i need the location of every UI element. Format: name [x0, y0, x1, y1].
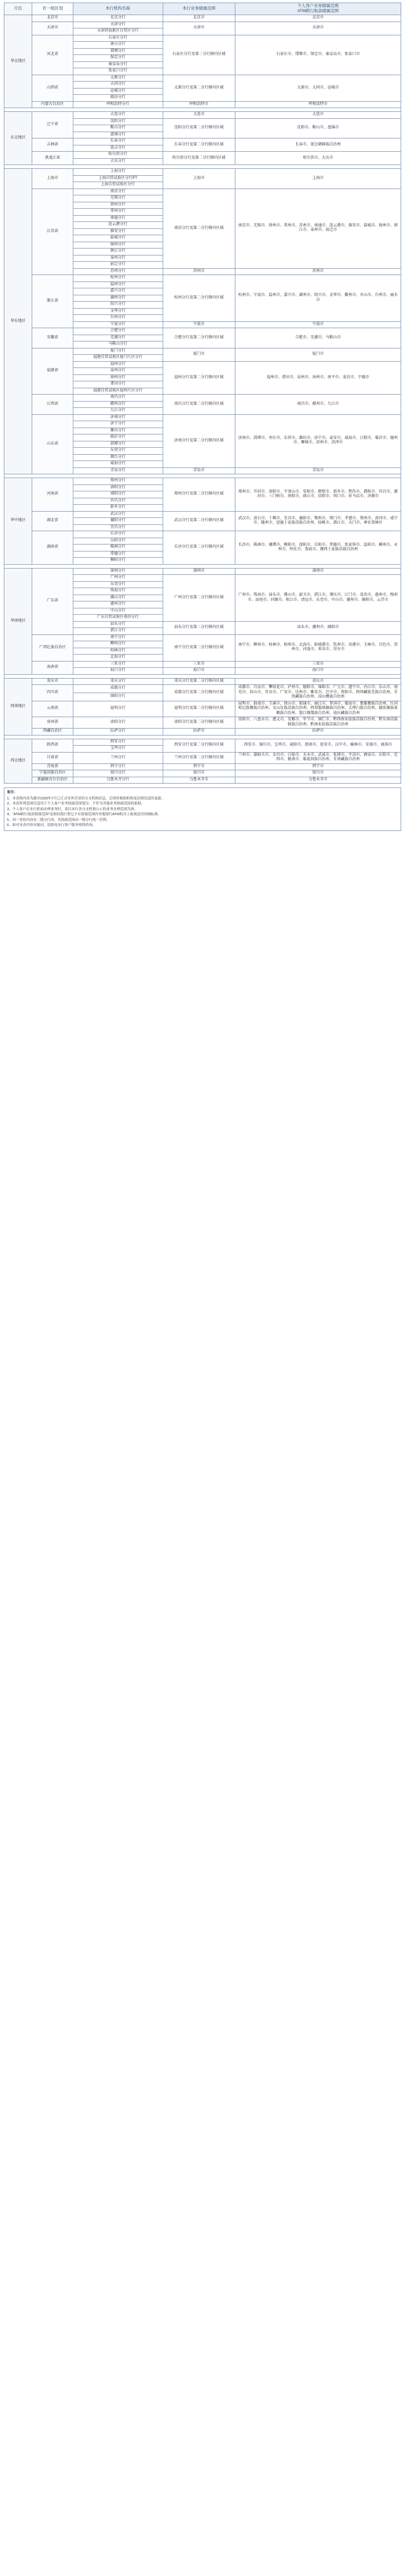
cell-branch-name: 温州分行	[73, 281, 163, 288]
cell-branch-name: 泉州分行	[73, 368, 163, 375]
cell-atm-scope: 拉萨市	[235, 729, 401, 736]
cell-atm-scope: 杭州市、宁波市、温州市、嘉兴市、湖州市、绍兴市、金华市、衢州市、舟山市、台州市、丽水市	[235, 275, 401, 322]
cell-province: 浙江省	[32, 275, 73, 328]
cell-province: 上海市	[32, 169, 73, 189]
cell-branch-name: 太原分行	[73, 75, 163, 82]
cell-province: 贵州省	[32, 717, 73, 729]
column-header-province: 省一级区划	[32, 3, 73, 15]
cell-province: 安徽省	[32, 328, 73, 348]
cell-branch-name: 岳阳分行	[73, 538, 163, 545]
cell-branch-name: 东营分行	[73, 448, 163, 455]
cell-branch-name: 柳州分行	[73, 641, 163, 648]
cell-branch-name: 拉萨分行	[73, 729, 163, 736]
cell-region: 西南地区	[4, 678, 32, 735]
cell-business-scope: 成都分行及第二分行辖内区域	[163, 685, 235, 701]
table-row	[4, 777, 401, 784]
cell-branch-name: 西安分行	[73, 739, 163, 746]
cell-branch-name: 西宁分行	[73, 763, 163, 770]
cell-business-scope: 银川市	[163, 770, 235, 777]
branch-scope-table	[4, 3, 401, 784]
cell-atm-scope: 长沙市、株洲市、湘潭市、衡阳市、邵阳市、岳阳市、常德市、张家界市、益阳市、郴州市、永州市、怀化市、娄底市、湘西土家族苗族自治州	[235, 531, 401, 565]
cell-branch-name: 漳州分行	[73, 374, 163, 381]
cell-branch-name: 天津分行	[73, 22, 163, 28]
cell-branch-name: 襄阳分行	[73, 518, 163, 525]
cell-atm-scope: 银川市	[235, 770, 401, 777]
cell-atm-scope: 长春市、延边朝鲜族自治州	[235, 139, 401, 152]
table-row	[4, 22, 401, 28]
cell-region: 华中地区	[4, 478, 32, 565]
cell-atm-scope: 大连市	[235, 112, 401, 119]
cell-business-scope: 上海市	[163, 169, 235, 189]
cell-branch-name: 长春分行	[73, 139, 163, 145]
note-line-3: 3、个人客户在本行柜面办理业务时，请以本行各分支机构公示的业务办理范围为准。	[7, 807, 138, 811]
cell-business-scope: 郑州分行及第二分行辖内区域	[163, 478, 235, 512]
cell-branch-name: 南京分行	[73, 188, 163, 195]
cell-branch-name: 无锡分行	[73, 195, 163, 202]
cell-province: 云南省	[32, 701, 73, 717]
cell-atm-scope: 厦门市	[235, 348, 401, 361]
cell-branch-name: 绵阳分行	[73, 693, 163, 701]
cell-branch-name: 徐州分行	[73, 202, 163, 209]
cell-branch-name: 济宁分行	[73, 421, 163, 428]
cell-atm-scope: 昆明市、曲靖市、玉溪市、保山市、昭通市、丽江市、普洱市、临沧市、楚雄彝族自治州、红河哈尼族彝族自治州、文山壮族苗族自治州、西双版纳傣族自治州、大理白族自治州、德宏傣族景颇族自治州、怒江傈僳族自治州、迪庆藏族自治州	[235, 701, 401, 717]
cell-branch-name: 福建自贸试验区厦门片区分行	[73, 355, 163, 362]
cell-business-scope: 兰州分行及第二分行辖内区域	[163, 752, 235, 763]
cell-atm-scope: 南昌市、赣州市、九江市	[235, 395, 401, 415]
cell-business-scope: 长沙分行及第二分行辖内区域	[163, 531, 235, 565]
cell-branch-name: 重庆分行	[73, 678, 163, 685]
cell-business-scope: 大连市	[163, 112, 235, 119]
column-header-atm-sub: ATM跨行取款辖属范围	[297, 9, 339, 14]
cell-branch-name: 乌鲁木齐分行	[73, 777, 163, 784]
table-row	[4, 348, 401, 355]
cell-atm-scope: 苏州市	[235, 268, 401, 275]
cell-branch-name: 北京分行	[73, 15, 163, 22]
column-header-branch: 本行机构名称	[73, 3, 163, 15]
cell-province: 山东省	[32, 414, 73, 474]
note-line-4: 4、"ATM跨行取款辖属范围"是指持我行借记卡在辖属范围内其他银行ATM机具上取现适用同城标准。	[7, 813, 161, 817]
table-row	[4, 634, 401, 641]
cell-branch-name: 金华分行	[73, 308, 163, 315]
cell-branch-name: 株洲分行	[73, 545, 163, 552]
column-header-atm-main: 个人客户业务辖属范围	[297, 4, 339, 8]
cell-atm-scope: 天津市	[235, 22, 401, 35]
cell-atm-scope: 石家庄市、邯郸市、保定市、秦皇岛市、张家口市	[235, 35, 401, 75]
cell-region: 华北地区	[4, 15, 32, 108]
cell-business-scope: 广州分行及第二分行辖内区域	[163, 575, 235, 622]
cell-branch-name: 兰州分行	[73, 752, 163, 763]
cell-business-scope: 哈尔滨分行及第二分行辖内区域	[163, 152, 235, 165]
cell-atm-scope: 济南市、淄博市、枣庄市、东营市、潍坊市、济宁市、泰安市、威海市、日照市、临沂市、德州市、聊城市、滨州市、菏泽市	[235, 414, 401, 467]
cell-province: 北京市	[32, 15, 73, 22]
cell-business-scope: 西宁市	[163, 763, 235, 770]
cell-business-scope: 拉萨市	[163, 729, 235, 736]
cell-branch-name: 石家庄分行	[73, 35, 163, 42]
cell-branch-name: 运城分行	[73, 88, 163, 95]
cell-province: 天津市	[32, 22, 73, 35]
cell-province: 陕西省	[32, 739, 73, 752]
cell-business-scope: 厦门市	[163, 348, 235, 361]
cell-branch-name: 秦皇岛分行	[73, 61, 163, 68]
cell-branch-name: 临沂分行	[73, 434, 163, 441]
cell-branch-name: 莆田分行	[73, 381, 163, 388]
cell-business-scope: 青岛市	[163, 467, 235, 474]
cell-province: 四川省	[32, 685, 73, 701]
cell-branch-name: 海口分行	[73, 668, 163, 675]
cell-branch-name: 广东自贸试验区南沙分行	[73, 615, 163, 622]
cell-business-scope: 汕头分行及第二分行辖内区域	[163, 621, 235, 634]
cell-business-scope: 福州分行及第二分行辖内区域	[163, 361, 235, 395]
table-row	[4, 478, 401, 485]
cell-atm-scope: 海口市	[235, 668, 401, 675]
cell-branch-name: 洛阳分行	[73, 484, 163, 491]
cell-atm-scope: 太原市、大同市、运城市	[235, 75, 401, 101]
cell-branch-name: 青岛分行	[73, 467, 163, 474]
cell-province: 湖北省	[32, 511, 73, 531]
cell-business-scope: 昆明分行及第二分行辖内区域	[163, 701, 235, 717]
cell-branch-name: 张家口分行	[73, 68, 163, 75]
table-row	[4, 188, 401, 195]
cell-branch-name: 泰州分行	[73, 255, 163, 262]
cell-branch-name: 南昌分行	[73, 395, 163, 402]
cell-branch-name: 宁波分行	[73, 321, 163, 328]
cell-branch-name: 广州分行	[73, 575, 163, 582]
cell-province: 河南省	[32, 478, 73, 512]
cell-branch-name: 马鞍山分行	[73, 342, 163, 348]
cell-branch-name: 三亚分行	[73, 661, 163, 668]
cell-business-scope: 武汉分行及第二分行辖内区域	[163, 511, 235, 531]
cell-business-scope: 三亚市	[163, 661, 235, 668]
cell-branch-name: 潍坊分行	[73, 428, 163, 434]
cell-branch-name: 连云港分行	[73, 222, 163, 229]
cell-province: 黑龙江省	[32, 152, 73, 165]
cell-business-scope: 南宁分行及第二分行辖内区域	[163, 634, 235, 661]
cell-branch-name: 东莞分行	[73, 581, 163, 588]
cell-branch-name: 烟台分行	[73, 454, 163, 461]
cell-atm-scope: 南京市、无锡市、徐州市、常州市、苏州市、南通市、连云港市、淮安市、盐城市、扬州市、镇江市、泰州市、宿迁市	[235, 188, 401, 268]
cell-branch-name: 常德分行	[73, 551, 163, 558]
cell-branch-name: 芜湖分行	[73, 335, 163, 342]
cell-province: 湖南省	[32, 531, 73, 565]
cell-branch-name: 唐山分行	[73, 42, 163, 49]
cell-branch-name: 上海自贸试验区分行FT	[73, 175, 163, 182]
cell-branch-name: 桂林分行	[73, 648, 163, 655]
table-row	[4, 112, 401, 119]
cell-province: 宁夏回族自治区	[32, 770, 73, 777]
cell-atm-scope: 青岛市	[235, 467, 401, 474]
cell-atm-scope: 上海市	[235, 169, 401, 189]
cell-branch-name: 湖州分行	[73, 295, 163, 302]
table-row	[4, 139, 401, 145]
cell-branch-name: 扬州分行	[73, 242, 163, 249]
cell-atm-scope: 福州市、莆田市、泉州市、漳州市、南平市、龙岩市、宁德市	[235, 361, 401, 395]
table-row	[4, 717, 401, 729]
cell-province: 吉林省	[32, 139, 73, 152]
cell-branch-name: 福建自贸试验区福州片区分行	[73, 388, 163, 395]
cell-business-scope: 海口市	[163, 668, 235, 675]
cell-business-scope: 西安分行及第二分行辖内区域	[163, 739, 235, 752]
cell-branch-name: 上海分行	[73, 169, 163, 176]
table-row	[4, 678, 401, 685]
cell-business-scope: 贵阳分行及第二分行辖内区域	[163, 717, 235, 729]
table-row	[4, 152, 401, 159]
table-row	[4, 414, 401, 421]
cell-province: 河北省	[32, 35, 73, 75]
cell-atm-scope: 三亚市	[235, 661, 401, 668]
cell-province: 海南省	[32, 661, 73, 674]
note-line-1: 1、本表格内容为截至2020年7月已正式对外营业的分支机构信息，后续将根据机构变动情况适时更新。	[7, 796, 165, 801]
cell-region: 东北地区	[4, 112, 32, 165]
table-row	[4, 770, 401, 777]
cell-branch-name: 南通分行	[73, 215, 163, 222]
table-row	[4, 739, 401, 746]
cell-branch-name: 盐城分行	[73, 235, 163, 242]
table-row	[4, 752, 401, 763]
cell-branch-name: 绍兴分行	[73, 302, 163, 309]
table-body	[4, 15, 401, 784]
cell-region: 华东地区	[4, 169, 32, 474]
table-row	[4, 35, 401, 42]
cell-branch-name: 湛江分行	[73, 628, 163, 635]
cell-branch-name: 福州分行	[73, 361, 163, 368]
table-row	[4, 763, 401, 770]
header-row	[4, 3, 401, 15]
cell-branch-name: 上海自贸试验区分行	[73, 182, 163, 189]
cell-branch-name: 延吉分行	[73, 145, 163, 152]
cell-branch-name: 邯郸分行	[73, 48, 163, 55]
cell-branch-name: 许昌分行	[73, 498, 163, 505]
table-row	[4, 701, 401, 717]
cell-branch-name: 郑州分行	[73, 478, 163, 485]
cell-branch-name: 珠海分行	[73, 588, 163, 595]
notes-block	[4, 787, 401, 831]
cell-atm-scope: 西宁市	[235, 763, 401, 770]
cell-branch-name: 淮安分行	[73, 228, 163, 235]
cell-branch-name: 大同分行	[73, 82, 163, 89]
cell-atm-scope: 成都市、自贡市、攀枝花市、泸州市、德阳市、绵阳市、广元市、遂宁市、内江市、乐山市、南充市、眉山市、宜宾市、广安市、达州市、雅安市、巴中市、资阳市、阿坝藏族羌族自治州、甘孜藏族自治州、凉山彝族自治州	[235, 685, 401, 701]
table-row	[4, 511, 401, 518]
cell-atm-scope: 汕头市、潮州市、揭阳市	[235, 621, 401, 634]
cell-business-scope: 北京市	[163, 15, 235, 22]
table-row	[4, 531, 401, 538]
cell-branch-name: 天津滨海新区自贸区分行	[73, 28, 163, 35]
cell-province: 江西省	[32, 395, 73, 415]
cell-branch-name: 长沙分行	[73, 531, 163, 538]
cell-atm-scope: 哈尔滨市、大庆市	[235, 152, 401, 165]
cell-business-scope: 杭州分行及第二分行辖内区域	[163, 275, 235, 322]
cell-branch-name: 汕头分行	[73, 621, 163, 628]
cell-branch-name: 济南分行	[73, 414, 163, 421]
cell-branch-name: 衡阳分行	[73, 558, 163, 565]
cell-branch-name: 昆明分行	[73, 701, 163, 717]
cell-province: 广东省	[32, 568, 73, 634]
cell-branch-name: 呼和浩特分行	[73, 101, 163, 108]
cell-atm-scope: 乌鲁木齐市	[235, 777, 401, 784]
cell-business-scope: 深圳市	[163, 568, 235, 575]
cell-branch-name: 苏州分行	[73, 268, 163, 275]
cell-business-scope: 济南分行及第二分行辖内区域	[163, 414, 235, 467]
cell-province: 西藏自治区	[32, 729, 73, 736]
cell-branch-name: 中山分行	[73, 608, 163, 615]
table-row	[4, 729, 401, 736]
cell-branch-name: 深圳分行	[73, 568, 163, 575]
cell-business-scope: 长春分行及第二分行辖内区域	[163, 139, 235, 152]
cell-branch-name: 惠州分行	[73, 601, 163, 608]
cell-atm-scope: 武汉市、黄石市、十堰市、宜昌市、襄阳市、鄂州市、荆门市、孝感市、荆州市、黄冈市、咸宁市、随州市、恩施土家族苗族自治州、仙桃市、潜江市、天门市、神农架林区	[235, 511, 401, 531]
table-row	[4, 101, 401, 108]
cell-business-scope: 乌鲁木齐市	[163, 777, 235, 784]
cell-province: 新疆维吾尔自治区	[32, 777, 73, 784]
cell-branch-name: 宝鸡分行	[73, 746, 163, 753]
cell-business-scope: 宁波市	[163, 321, 235, 328]
cell-atm-scope: 宁波市	[235, 321, 401, 328]
cell-province: 青海省	[32, 763, 73, 770]
cell-province: 内蒙古自治区	[32, 101, 73, 108]
cell-branch-name: 常州分行	[73, 209, 163, 216]
cell-branch-name: 威海分行	[73, 461, 163, 468]
table-row	[4, 395, 401, 402]
note-line-2: 2、本表所列范围仅适用于个人客户业务辖属范围划分，不作为其他业务辖属范围的依据。	[7, 802, 145, 806]
note-line-5: 5、同一省份内设有二级分行的，其辖属范围由一级分行统一管理。	[7, 818, 110, 822]
table-row	[4, 75, 401, 82]
notes-lines	[7, 796, 398, 829]
cell-branch-name: 合肥分行	[73, 328, 163, 335]
cell-business-scope: 南京分行及第二分行辖内区域	[163, 188, 235, 268]
cell-atm-scope: 呼和浩特市	[235, 101, 401, 108]
table-header	[4, 3, 401, 15]
table-row	[4, 15, 401, 22]
cell-province: 甘肃省	[32, 752, 73, 763]
column-header-region: 片区	[4, 3, 32, 15]
cell-branch-name: 保定分行	[73, 55, 163, 62]
cell-region: 华南地区	[4, 568, 32, 674]
table-row	[4, 661, 401, 668]
cell-branch-name: 南宁分行	[73, 634, 163, 641]
cell-branch-name: 鞍山分行	[73, 125, 163, 132]
cell-branch-name: 贵阳分行	[73, 717, 163, 729]
cell-branch-name: 大庆分行	[73, 158, 163, 165]
cell-business-scope: 太原分行及第二分行辖内区域	[163, 75, 235, 101]
table-row	[4, 328, 401, 335]
cell-branch-name: 宜昌分行	[73, 524, 163, 531]
cell-branch-name: 佛山分行	[73, 595, 163, 601]
cell-branch-name: 大连分行	[73, 112, 163, 119]
column-header-scope: 本行业务辖属范围	[163, 3, 235, 15]
cell-atm-scope: 西安市、铜川市、宝鸡市、咸阳市、渭南市、延安市、汉中市、榆林市、安康市、商洛市	[235, 739, 401, 752]
cell-branch-name: 嘉兴分行	[73, 288, 163, 295]
cell-atm-scope: 北京市	[235, 15, 401, 22]
cell-branch-name: 银川分行	[73, 770, 163, 777]
cell-province: 辽宁省	[32, 112, 73, 139]
cell-atm-scope: 深圳市	[235, 568, 401, 575]
cell-atm-scope: 广州市、珠海市、汕头市、佛山市、韶关市、湛江市、肇庆市、江门市、茂名市、惠州市、梅州市、汕尾市、河源市、阳江市、清远市、东莞市、中山市、潮州市、揭阳市、云浮市	[235, 575, 401, 622]
column-header-atm	[235, 3, 401, 15]
cell-branch-name: 北海分行	[73, 655, 163, 662]
cell-atm-scope: 贵阳市、六盘水市、遵义市、安顺市、毕节市、铜仁市、黔西南布依族苗族自治州、黔东南苗族侗族自治州、黔南布依族苗族自治州	[235, 717, 401, 729]
cell-region: 西北地区	[4, 739, 32, 784]
cell-branch-name: 沈阳分行	[73, 118, 163, 125]
cell-business-scope: 呼和浩特市	[163, 101, 235, 108]
cell-branch-name: 盘锦分行	[73, 132, 163, 139]
cell-business-scope: 石家庄分行及第二分行辖内区域	[163, 35, 235, 75]
cell-branch-name: 宿迁分行	[73, 262, 163, 269]
cell-branch-name: 临汾分行	[73, 95, 163, 102]
cell-business-scope: 合肥分行及第二分行辖内区域	[163, 328, 235, 348]
table-row	[4, 275, 401, 282]
cell-branch-name: 杭州分行	[73, 275, 163, 282]
note-line-6: 6、如对本表内容有疑问，请致电本行客户服务热线咨询。	[7, 823, 96, 828]
branch-scope-document	[0, 0, 405, 835]
cell-branch-name: 台州分行	[73, 315, 163, 322]
cell-province: 山西省	[32, 75, 73, 101]
cell-atm-scope: 合肥市、芜湖市、马鞍山市	[235, 328, 401, 348]
cell-branch-name: 镇江分行	[73, 249, 163, 256]
notes-title: 备注：	[7, 791, 18, 795]
table-row	[4, 685, 401, 693]
cell-business-scope: 天津市	[163, 22, 235, 35]
cell-atm-scope: 南宁市、柳州市、桂林市、梧州市、北海市、防城港市、钦州市、贵港市、玉林市、百色市、贺州市、河池市、来宾市、崇左市	[235, 634, 401, 661]
cell-atm-scope: 兰州市、嘉峪关市、金昌市、白银市、天水市、武威市、张掖市、平凉市、酒泉市、庆阳市、定西市、陇南市、临夏回族自治州、甘南藏族自治州	[235, 752, 401, 763]
cell-branch-name: 成都分行	[73, 685, 163, 693]
cell-branch-name: 淄博分行	[73, 441, 163, 448]
cell-branch-name: 厦门分行	[73, 348, 163, 355]
cell-province: 福建省	[32, 348, 73, 395]
table-row	[4, 568, 401, 575]
cell-atm-scope: 重庆市	[235, 678, 401, 685]
cell-province: 江苏省	[32, 188, 73, 275]
cell-business-scope: 苏州市	[163, 268, 235, 275]
cell-branch-name: 新乡分行	[73, 505, 163, 512]
cell-branch-name: 南阳分行	[73, 491, 163, 498]
table-row	[4, 169, 401, 176]
cell-branch-name: 赣州分行	[73, 401, 163, 408]
cell-province: 广西壮族自治区	[32, 634, 73, 661]
cell-province: 重庆市	[32, 678, 73, 685]
cell-branch-name: 九江分行	[73, 408, 163, 415]
cell-branch-name: 哈尔滨分行	[73, 152, 163, 159]
cell-atm-scope: 沈阳市、鞍山市、盘锦市	[235, 118, 401, 139]
cell-business-scope: 沈阳分行及第二分行辖内区域	[163, 118, 235, 139]
cell-business-scope: 重庆分行及第二分行辖内区域	[163, 678, 235, 685]
cell-branch-name: 武汉分行	[73, 511, 163, 518]
cell-atm-scope: 郑州市、开封市、洛阳市、平顶山市、安阳市、鹤壁市、新乡市、焦作市、濮阳市、许昌市、漯河市、三门峡市、南阳市、商丘市、信阳市、周口市、驻马店市、济源市	[235, 478, 401, 512]
cell-business-scope: 南昌分行及第二分行辖内区域	[163, 395, 235, 415]
